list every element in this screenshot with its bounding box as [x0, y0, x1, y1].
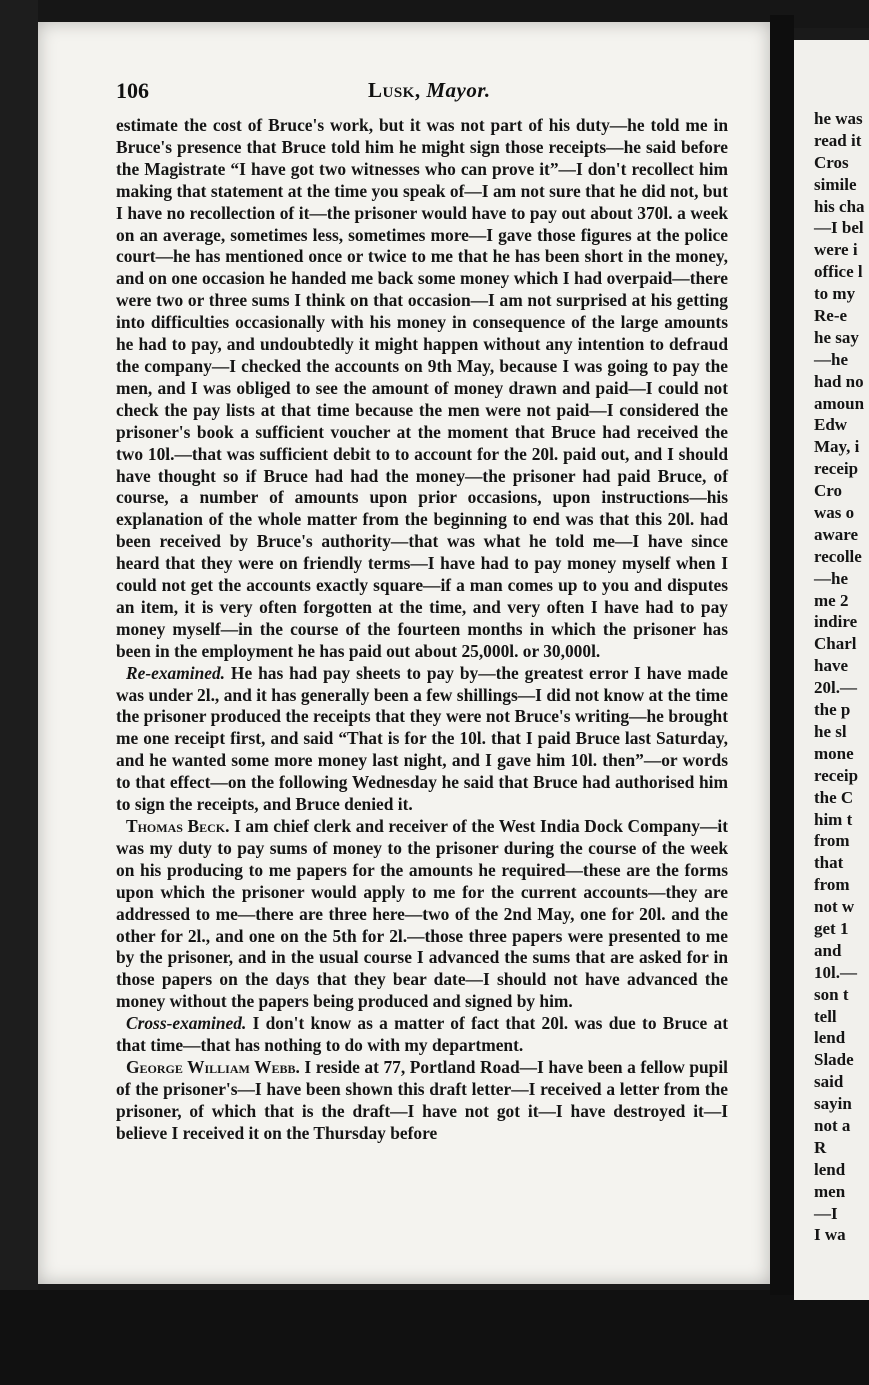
facing-line-fragment: R	[814, 1137, 827, 1157]
facing-line-fragment: Charl	[814, 634, 857, 654]
paragraph	[116, 816, 728, 1013]
facing-line-fragment: me 2	[814, 590, 849, 610]
facing-line-fragment: not w	[814, 897, 855, 917]
facing-line-fragment: simile	[814, 174, 857, 194]
facing-line-fragment: him t	[814, 809, 853, 829]
facing-line-fragment: said	[814, 1072, 844, 1092]
facing-line-fragment: had no	[814, 371, 864, 391]
paragraph	[116, 115, 728, 663]
facing-line-fragment: son t	[814, 984, 849, 1004]
facing-line-fragment: 10l.—	[814, 962, 857, 982]
paragraph	[116, 663, 728, 816]
facing-line-fragment: receip	[814, 459, 859, 479]
facing-line-fragment: lend	[814, 1028, 846, 1048]
facing-line-fragment: —I	[814, 1203, 838, 1223]
facing-line-fragment: May, i	[814, 437, 860, 457]
facing-line-fragment: that	[814, 853, 844, 873]
witness-name: George William Webb.	[126, 1056, 300, 1077]
facing-line-fragment: from	[814, 875, 850, 895]
paragraph-text: He has had pay sheets to pay by—the greatest error I have made was under 2l., and it has generally been a few shillings—I did not know at the time the prisoner produced the receipts that they were not Bruce's writing—he brought me one receipt first, and said “That is for the 10l. that I paid Bruce last Saturday, and he wanted some more money last night, and I gave him 10l. then”—or words to that effect—on the following Wednesday he said that Bruce had authorised him to sign the receipts, and Bruce denied it.	[116, 662, 728, 815]
facing-line-fragment: Edw	[814, 415, 848, 435]
paragraph	[116, 1057, 728, 1145]
book-spine	[770, 15, 794, 1295]
facing-page-fragments	[814, 108, 869, 1246]
facing-line-fragment: he sl	[814, 721, 847, 741]
facing-line-fragment: Cros	[814, 152, 849, 172]
facing-line-fragment: Slade	[814, 1050, 854, 1070]
facing-line-fragment: men	[814, 1181, 846, 1201]
facing-line-fragment: Cro	[814, 481, 843, 501]
witness-name: Thomas Beck.	[126, 816, 230, 836]
facing-line-fragment: the p	[814, 700, 851, 720]
facing-line-fragment: recolle	[814, 546, 862, 566]
facing-line-fragment: Re-e	[814, 306, 848, 326]
section-label: Cross-examined.	[126, 1013, 247, 1034]
facing-line-fragment: have	[814, 656, 848, 676]
facing-line-fragment: amoun	[814, 393, 865, 413]
page-number: 106	[116, 78, 149, 103]
facing-line-fragment: I wa	[814, 1225, 846, 1245]
facing-line-fragment: tell	[814, 1006, 837, 1026]
facing-line-fragment: from	[814, 831, 850, 851]
scan-left-edge	[0, 0, 38, 1385]
scan-bottom-band	[0, 1290, 869, 1385]
running-head-title: Mayor.	[426, 78, 491, 102]
facing-line-fragment: were i	[814, 240, 858, 260]
paragraph-text: I reside at 77, Portland Road—I have been a fellow pupil of the prisoner's—I have been shown this draft letter—I received a letter from the prisoner, of which that is the draft—I have not got it—I have destroyed it—I believe I received it on the Thursday before	[116, 1056, 728, 1143]
paragraph-text: I am chief clerk and receiver of the West India Dock Company—it was my duty to pay sums of money to the prisoner during the course of the week on his producing to me papers for the amounts he required—these are the forms upon which the prisoner would apply to me for the current accounts—they are addressed to me—there are three here—two of the 2nd May, one for 20l. and the other for 2l., and one on the 5th for 2l.—those three papers were presented to me by the prisoner, and in the usual course I advanced the sums that are asked for in those papers on the days that they bear date—I should not have advanced the money without the papers being produced and signed by him.	[116, 816, 728, 1012]
facing-line-fragment: lend	[814, 1159, 846, 1179]
paragraph	[116, 1013, 728, 1057]
facing-line-fragment: and	[814, 940, 842, 960]
facing-line-fragment: aware	[814, 524, 859, 544]
facing-line-fragment: the C	[814, 787, 854, 807]
facing-line-fragment: get 1	[814, 918, 849, 938]
body-text	[116, 115, 728, 1145]
facing-line-fragment: read it	[814, 130, 862, 150]
facing-line-fragment: indire	[814, 612, 858, 632]
facing-line-fragment: receip	[814, 765, 859, 785]
facing-line-fragment: he was	[814, 109, 863, 128]
facing-line-fragment: his cha	[814, 196, 865, 216]
facing-line-fragment: he say	[814, 327, 859, 347]
facing-line-fragment: —I bel	[814, 218, 864, 238]
facing-line-fragment: to my	[814, 284, 856, 304]
facing-line-fragment: 20l.—	[814, 678, 857, 698]
paragraph-text: I don't know as a matter of fact that 20l. was due to Bruce at that time—that has nothing to do with my department.	[116, 1013, 728, 1056]
paragraph-text: estimate the cost of Bruce's work, but it was not part of his duty—he told me in Bruce's presence that Bruce told him he might sign those receipts—he said before the Magistrate “I have got two witnesses who can prove it”—I don't recollect him making that statement at the time you speak of—I am not sure that he did not, but I have no recollection of it—the prisoner would have to pay out about 370l. a week on an average, sometimes less, sometimes more—I gave those figures at the police court—he has mentioned once or twice to me that he has been short in the money, and on one occasion he handed me back some money which I had overpaid—there were two or three sums I think on that occasion—I am not surprised at his getting into difficulties occasionally with his money in consequence of the large amounts he had to pay, and undoubtedly it might happen without any intention to defraud the company—I checked the accounts on 9th May, because I was going to pay the men, and I was obliged to see the amount of money drawn and paid—I could not check the pay lists at that time because the men were not paid—I considered the prisoner's book a sufficient voucher at the moment that Bruce had received the two 10l.—that was sufficient debit to to account for the 20l. paid out, and I should have thought so if Bruce had had the money—the prisoner had paid Bruce, of course, a number of amounts upon prior occasions, upon instructions—his explanation of the whole matter from the beginning to end was that this 20l. had been received by Bruce's authority—that was what he told me—I have since heard that they were on friendly terms—I have had to pay money myself when I could not get the accounts exactly square—if a man comes up to you and disputes an item, it is very often forgotten at the time, and very often I have had to pay money myself—in the course of the fourteen months in which the prisoner has been in the employment he has paid out about 25,000l. or 30,000l.	[116, 115, 728, 661]
facing-line-fragment: —he	[814, 568, 848, 588]
facing-line-fragment: not a	[814, 1115, 851, 1135]
facing-line-fragment: was o	[814, 503, 855, 523]
running-head-name: Lusk,	[368, 78, 421, 102]
facing-line-fragment: —he	[814, 349, 848, 369]
facing-line-fragment: office l	[814, 262, 863, 282]
section-label: Re-examined.	[126, 662, 226, 683]
page-header	[116, 78, 716, 106]
facing-line-fragment: sayin	[814, 1094, 852, 1114]
running-head	[368, 78, 491, 103]
facing-line-fragment: mone	[814, 743, 854, 763]
